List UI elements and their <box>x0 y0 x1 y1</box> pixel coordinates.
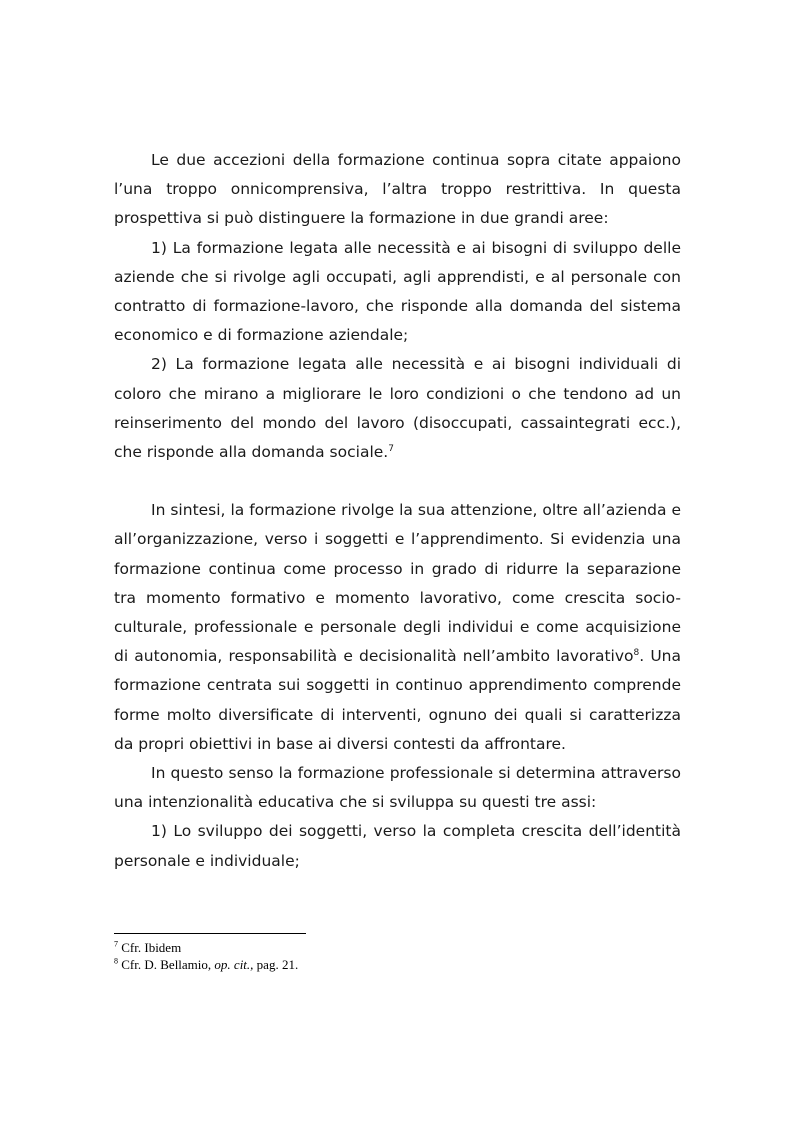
footnote-divider <box>114 933 306 934</box>
footnote-text-after: pag. 21. <box>253 957 299 972</box>
footnote-number: 8 <box>114 956 118 966</box>
paragraph-text: In questo senso la formazione professionale si determina attraverso una intenzionalità educativa che si sviluppa su questi tre assi: <box>114 764 681 812</box>
paragraph-text: Le due accezioni della formazione continua sopra citate appaiono l’una troppo onnicomprensiva, l’altra troppo restrittiva. In questa prospettiva si può distinguere la formazione in due grandi aree: <box>114 151 681 228</box>
paragraph-text-continued: . Una formazione centrata sui soggetti in continuo apprendimento comprende forme molto diversificate di interventi, ognuno dei quali si caratterizza da propri obiettivi in base ai diversi contesti da affrontare. <box>114 647 681 753</box>
list-item-text: 2) La formazione legata alle necessità e ai bisogni individuali di coloro che mirano a migliorare le loro condizioni o che tendono ad un reinserimento del mondo del lavoro (disoccupati, cassaintegrati ecc.), che risponde alla domanda sociale. <box>114 355 681 462</box>
footnote <box>114 956 681 973</box>
paragraph-text: In sintesi, la formazione rivolge la sua attenzione, oltre all’azienda e all’organizzazione, verso i soggetti e l’apprendimento. Si evidenzia una formazione continua come processo in grado di ridurre la separazione tra momento formativo e momento lavorativo, come crescita socio-culturale, professionale e personale degli individui e come acquisizione di autonomia, responsabilità e decisionalità nell’ambito lavorativo <box>114 501 681 666</box>
footnote-text: Cfr. Ibidem <box>121 940 182 955</box>
list-item-text: 1) Lo sviluppo dei soggetti, verso la completa crescita dell’identità personale e individuale; <box>114 822 681 870</box>
list-item-text: 1) La formazione legata alle necessità e ai bisogni di sviluppo delle aziende che si rivolge agli occupati, agli apprendisti, e al personale con contratto di formazione-lavoro, che risponde alla domanda del sistema economico e di formazione aziendale; <box>114 238 681 345</box>
footnote-number: 7 <box>114 939 118 949</box>
footnote-text: Cfr. D. Bellamio, <box>121 957 215 972</box>
paragraph <box>114 496 681 759</box>
paragraph <box>114 759 681 817</box>
footnotes <box>114 939 681 973</box>
footnote-citation-italic: op. cit., <box>214 957 254 972</box>
paragraph <box>114 146 681 234</box>
footnote-ref: 7 <box>388 443 394 454</box>
footnote <box>114 939 681 956</box>
list-item <box>114 350 681 467</box>
footnote-ref: 8 <box>633 648 640 659</box>
document-body <box>114 146 681 876</box>
list-item <box>114 817 681 875</box>
list-item <box>114 234 681 351</box>
